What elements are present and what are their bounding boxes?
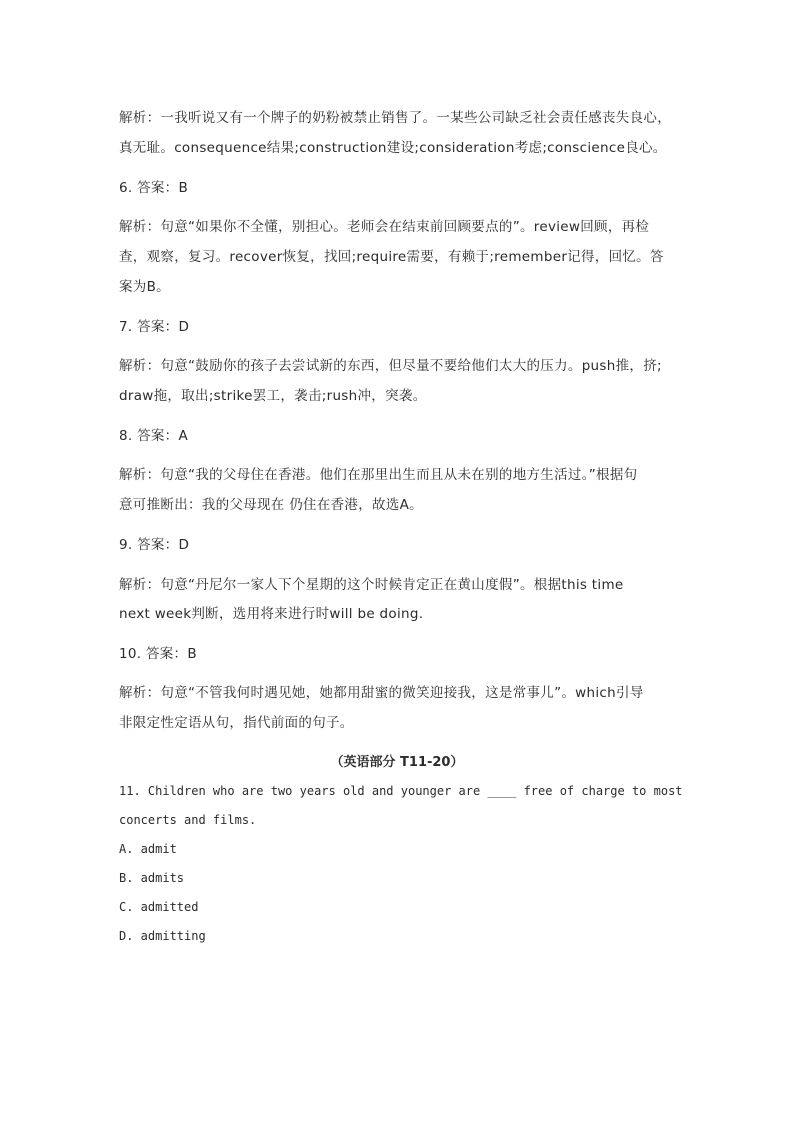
explanation-10-line-1: 解析：句意“不管我何时遇见她，她都用甜蜜的微笑迎接我，这是常事儿”。which引导	[119, 685, 644, 701]
explanation-7-line-2: draw拖，取出;strike罢工，袭击;rush冲，突袭。	[119, 388, 427, 404]
explanation-8-line-2: 意可推断出：我的父母现在 仍住在香港，故选A。	[119, 497, 423, 513]
option-d: D. admitting	[119, 929, 206, 943]
answer-7: 7. 答案：D	[119, 319, 190, 335]
question-11-stem-line-1: 11. Children who are two years old and younger are ____ free of charge to most	[119, 784, 683, 798]
explanation-7-line-1: 解析：句意“鼓励你的孩子去尝试新的东西，但尽量不要给他们太大的压力。push推，挤;	[119, 358, 662, 374]
explanation-5-line-1: 解析：一我听说又有一个牌子的奶粉被禁止销售了。一某些公司缺乏社会责任感丧失良心，	[119, 110, 671, 126]
explanation-10-line-2: 非限定性定语从句，指代前面的句子。	[119, 715, 354, 731]
question-11-stem-line-2: concerts and films.	[119, 813, 257, 827]
answer-6: 6. 答案：B	[119, 180, 189, 196]
answer-9: 9. 答案：D	[119, 537, 190, 553]
option-a: A. admit	[119, 842, 177, 856]
explanation-6-line-2: 查，观察，复习。recover恢复，找回;require需要，有赖于;remember记得，回忆。答	[119, 249, 664, 265]
section-title: （英语部分 T11-20）	[330, 755, 464, 770]
explanation-6-line-3: 案为B。	[119, 279, 170, 295]
explanation-9-line-2: next week判断，选用将来进行时will be doing.	[119, 606, 424, 622]
explanation-9-line-1: 解析：句意“丹尼尔一家人下个星期的这个时候肯定正在黄山度假”。根据this time	[119, 577, 624, 593]
explanation-5-line-2: 真无耻。consequence结果;construction建设;consideration考虑;conscience良心。	[119, 140, 667, 156]
answer-10: 10. 答案：B	[119, 646, 197, 662]
answer-8: 8. 答案：A	[119, 428, 189, 444]
option-c: C. admitted	[119, 900, 199, 914]
option-b: B. admits	[119, 871, 185, 885]
explanation-8-line-1: 解析：句意“我的父母住在香港。他们在那里出生而且从未在别的地方生活过。”根据句	[119, 467, 638, 483]
explanation-6-line-1: 解析：句意“如果你不全懂，别担心。老师会在结束前回顾要点的”。review回顾，再检	[119, 219, 650, 235]
